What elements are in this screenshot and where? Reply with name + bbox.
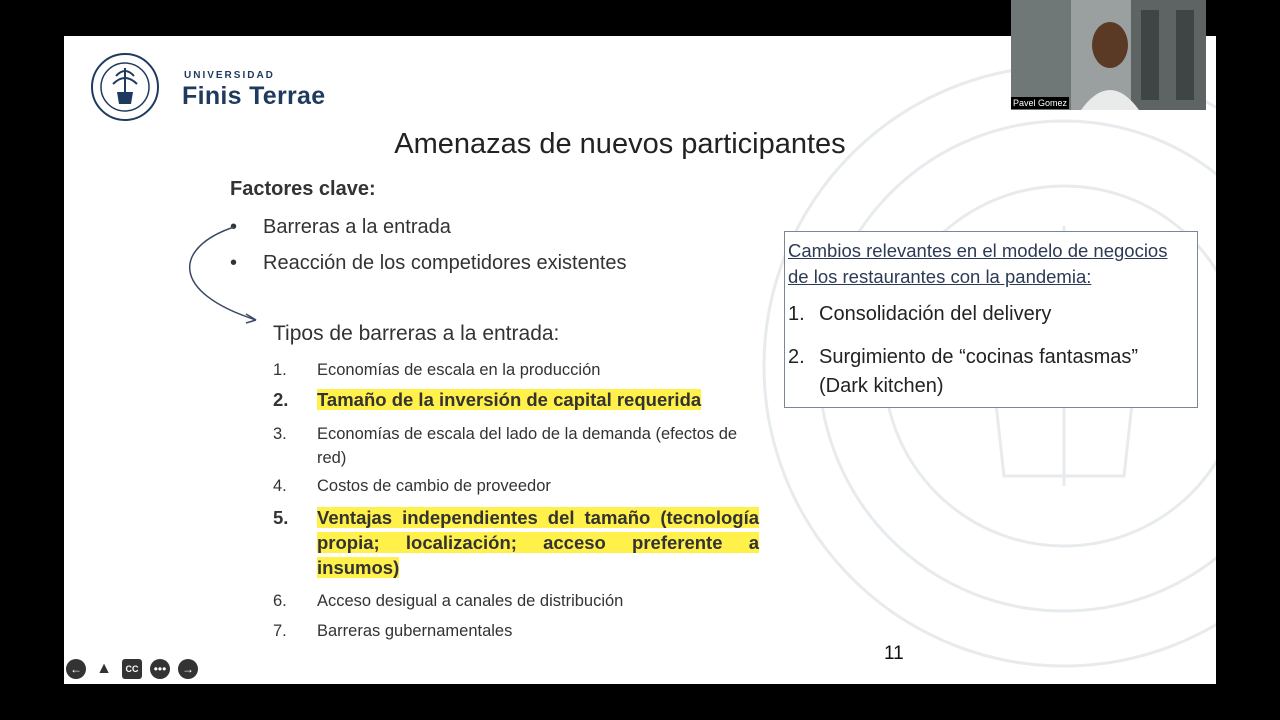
participant-name-label: Pavel Gomez	[1013, 98, 1068, 108]
list-number: 5.	[273, 507, 289, 528]
slide-number: 11	[884, 643, 904, 664]
box-item-text: Surgimiento de “cocinas fantasmas” (Dark kitchen)	[819, 346, 1139, 397]
tipos-heading: Tipos de barreras a la entrada:	[273, 322, 560, 345]
more-icon[interactable]: •••	[150, 659, 170, 679]
box-heading: Cambios relevantes en el modelo de negocios de los restaurantes con la pandemia:	[788, 240, 1168, 287]
list-number: 6.	[273, 592, 287, 610]
webcam-feed-image	[1011, 0, 1206, 110]
bullet-text: Reacción de los competidores existentes	[263, 252, 627, 274]
list-text: Ventajas independientes del tamaño (tecnología propia; localización; acceso preferente a insumos)	[317, 507, 759, 578]
logo-university-label: UNIVERSIDAD	[184, 70, 275, 81]
pandemic-changes-box	[784, 231, 1198, 408]
bullet-text: Barreras a la entrada	[263, 216, 451, 238]
list-number: 1.	[273, 361, 287, 379]
list-text: Costos de cambio de proveedor	[317, 477, 551, 495]
logo-name: Finis Terrae	[182, 82, 326, 110]
list-text: Economías de escala en la producción	[317, 361, 601, 379]
bullet-icon: •	[230, 252, 238, 274]
list-number: 2.	[273, 389, 289, 410]
participant-video-thumbnail[interactable]	[1011, 0, 1206, 110]
pointer-icon[interactable]: ▲	[96, 660, 112, 677]
box-item-number: 2.	[788, 346, 805, 368]
presentation-slide	[64, 36, 1216, 684]
factores-heading: Factores clave:	[230, 178, 376, 200]
captions-icon[interactable]: CC	[122, 659, 142, 679]
list-text: Economías de escala del lado de la demanda (efectos de red)	[317, 425, 738, 467]
list-text: Barreras gubernamentales	[317, 622, 513, 640]
university-logo	[90, 52, 340, 126]
curved-arrow-icon	[174, 222, 274, 328]
list-text: Acceso desigual a canales de distribución	[317, 592, 624, 610]
bullet-icon: •	[230, 216, 238, 238]
box-item-text: Consolidación del delivery	[819, 303, 1052, 325]
list-number: 4.	[273, 477, 287, 495]
arrow-left-icon[interactable]: ←	[66, 659, 86, 679]
list-number: 3.	[273, 425, 287, 443]
arrow-right-icon[interactable]: →	[178, 659, 198, 679]
box-item-number: 1.	[788, 303, 805, 325]
list-number: 7.	[273, 622, 287, 640]
factores-bullet-2	[230, 252, 627, 275]
list-text: Tamaño de la inversión de capital requerida	[317, 389, 702, 410]
university-seal-icon	[90, 52, 160, 122]
slide-title: Amenazas de nuevos participantes	[394, 128, 846, 160]
